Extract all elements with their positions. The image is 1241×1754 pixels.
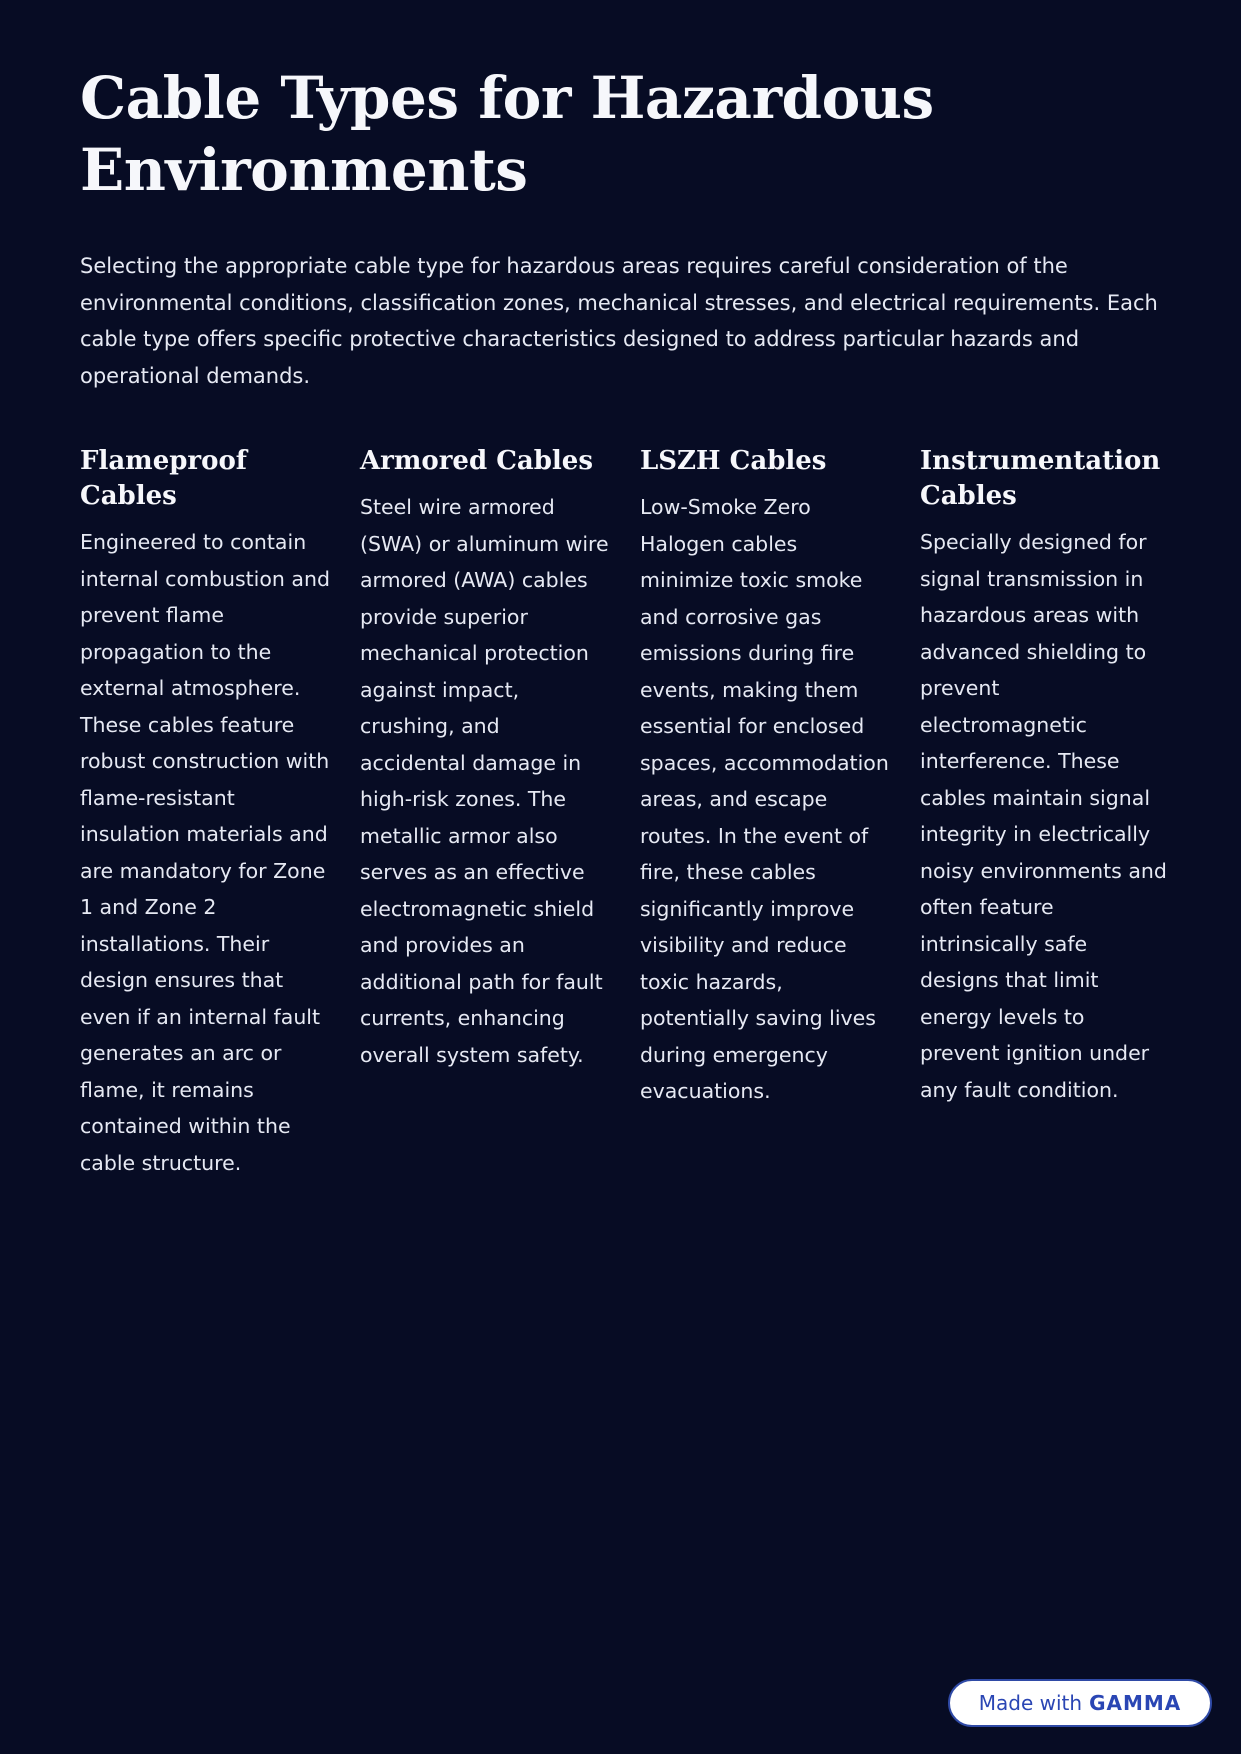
column-body: Engineered to contain internal combustion and prevent flame propagation to the external atmosphere. These cables feature robust construction with flame-resistant insulation materials and are mandatory for Zone 1 and Zone 2 installations. Their design ensures that even if an internal fault generates an arc or flame, it remains contained within the cable structure. bbox=[80, 530, 330, 1175]
column-heading: LSZH Cables bbox=[640, 446, 827, 476]
made-with-gamma-badge[interactable] bbox=[948, 1679, 1212, 1727]
column-body: Specially designed for signal transmission in hazardous areas with advanced shielding to prevent electromagnetic interference. These cables maintain signal integrity in electrically noisy environments and often feature intrinsically safe designs that limit energy levels to prevent ignition under any fault condition. bbox=[920, 530, 1167, 1102]
cable-types-columns bbox=[80, 444, 1170, 1181]
page-title: Cable Types for Hazardous Environments bbox=[80, 64, 934, 204]
gamma-logo: GAMMA bbox=[1089, 1691, 1182, 1715]
column-heading: Armored Cables bbox=[360, 446, 593, 476]
column-heading: Instrumentation Cables bbox=[920, 446, 1161, 511]
intro-paragraph: Selecting the appropriate cable type for hazardous areas requires careful consideration of the environmental conditions, classification zones, mechanical stresses, and electrical requirements. Each cable type offers specific protective characteristics designed to address particular hazards and operational demands. bbox=[80, 254, 1158, 388]
column-armored bbox=[360, 444, 610, 1181]
column-body: Low-Smoke Zero Halogen cables minimize toxic smoke and corrosive gas emissions during fire events, making them essential for enclosed spaces, accommodation areas, and escape routes. In the event of fire, these cables significantly improve visibility and reduce toxic hazards, potentially saving lives during emergency evacuations. bbox=[640, 495, 889, 1103]
column-instrumentation bbox=[920, 444, 1170, 1181]
column-lszh bbox=[640, 444, 890, 1181]
column-body: Steel wire armored (SWA) or aluminum wire armored (AWA) cables provide superior mechanical protection against impact, crushing, and accidental damage in high-risk zones. The metallic armor also serves as an effective electromagnetic shield and provides an additional path for fault currents, enhancing overall system safety. bbox=[360, 495, 609, 1067]
column-flameproof bbox=[80, 444, 330, 1181]
badge-prefix: Made with bbox=[978, 1691, 1083, 1715]
column-heading: Flameproof Cables bbox=[80, 446, 247, 511]
